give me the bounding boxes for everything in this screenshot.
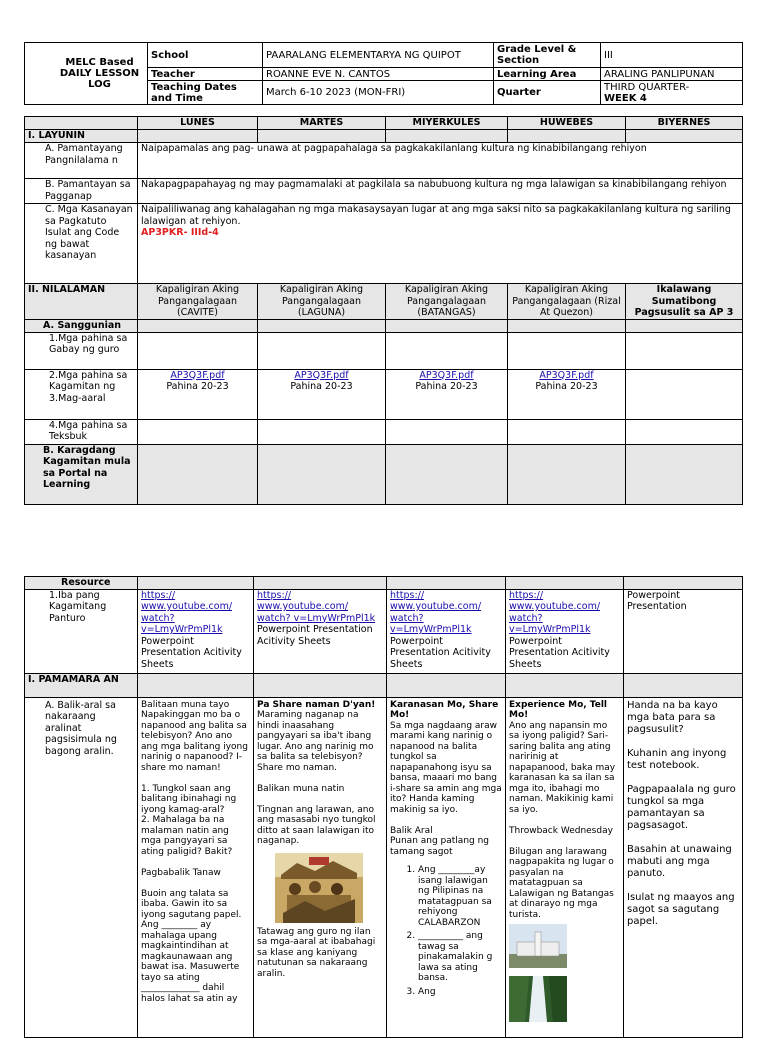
youtube-link-martes[interactable]: https:// www.youtube.com/ watch? v=LmyWrPmPl1k <box>257 589 376 624</box>
ppt-biyernes: Powerpoint Presentation <box>624 589 743 673</box>
gabay-guro-label: 1.Mga pahina sa Gabay ng guro <box>25 332 138 369</box>
ppt-miyerkules: Powerpoint Presentation Acitivity Sheets <box>390 635 491 670</box>
kasanayan-text: Naipaliliwanag ang kahalagahan ng mga makasaysayan lugar at ang mga saksi nito sa pagkakakilanlang kultura ng sariling lalawigan at rehiyon. <box>141 204 731 227</box>
topic-lunes: Kapaligiran Aking Pangangalagaan (CAVITE) <box>138 284 258 320</box>
pdf-link-martes[interactable]: AP3Q3F.pdf <box>294 369 349 381</box>
martes-title: Pa Share naman D'yan! <box>257 699 376 710</box>
shrine-illustration <box>509 924 567 968</box>
martes-text-2: Tatawag ang guro ng ilan sa mga-aaral at ibabahagi sa klase ang kaniyang natutunan sa nakaraang aralin. <box>257 926 376 979</box>
layunin-heading: I. LAYUNIN <box>25 130 138 143</box>
pamantayang-nilalaman-text: Naipapamalas ang pag- unawa at pagpapahalaga sa pagkakakilanlang kultura ng kinabibilangang rehiyon <box>138 143 743 179</box>
iba-pang-kagamitan-label: 1.Iba pang Kagamitang Panturo <box>25 589 138 673</box>
miyerkules-text: Sa mga nagdaang araw marami kang narinig o napanood na balita tungkol sa napapanahong isyu sa bansa, maaari mo bang i-share sa amin ang mga ito? Handa kaming makinig sa iyo. Balik Aral Punan ang patlang ng tamang sagot <box>390 720 502 857</box>
pages-miyerkules: Pahina 20-23 <box>415 381 478 392</box>
pages-lunes: Pahina 20-23 <box>166 381 229 392</box>
waterfall-photo <box>509 976 567 1022</box>
dates-label: Teaching Dates and Time <box>148 81 263 105</box>
waterfall-illustration <box>509 976 567 1022</box>
area-label: Learning Area <box>494 68 601 81</box>
kagamitan-label: 2.Mga pahina sa Kagamitan ng 3.Mag-aaral <box>25 369 138 419</box>
teksbuk-label: 4.Mga pahina sa Teksbuk <box>25 419 138 444</box>
ppt-lunes: Powerpoint Presentation Acitivity Sheets <box>141 635 242 670</box>
header-table <box>24 42 743 105</box>
quarter-text: THIRD QUARTER- <box>604 81 690 93</box>
quarter-value <box>601 81 743 105</box>
miyerkules-item-1: 1. Ang ________ay isang lalawigan ng Pilipinas na matatagpuan sa rehiyong CALABARZON <box>418 865 502 928</box>
historical-painting-image <box>275 853 363 923</box>
ppt-huwebes: Powerpoint Presentation Acitivity Sheets <box>509 635 610 670</box>
melc-title: MELC Based DAILY LESSON LOG <box>25 43 148 105</box>
kasanayan-label: C. Mga Kasanayan sa Pagkatuto Isulat ang Code ng bawat kasanayan <box>25 204 138 284</box>
resource-heading: Resource <box>25 577 138 590</box>
topic-biyernes: Ikalawang Sumatibong Pagsusulit sa AP 3 <box>626 284 743 320</box>
balik-aral-lunes: Balitaan muna tayo Napakinggan mo ba o napanood ang balita sa telebisyon? Ano ano ang mga balitang iyong narinig o napanood? I-share mo naman! 1. Tungkol saan ang balitang ibinahagi ng iyong kamag-aral? 2. Mahalaga ba na malaman natin ang mga pangyayari sa ating paligid? Bakit? Pagbabalik Tanaw Buoin ang talata sa ibaba. Gawin ito sa iyong sagutang papel. Ang ________ ay mahalaga upang magkaintindihan at magkaunawaan ang bawat isa. Masuwerte tayo sa ating _____________ dahil halos lahat sa atin ay <box>138 697 254 1037</box>
topic-miyerkules: Kapaligiran Aking Pangangalagaan (BATANGAS) <box>386 284 508 320</box>
pdf-link-miyerkules[interactable]: AP3Q3F.pdf <box>419 369 474 381</box>
ppt-martes: Powerpoint Presentation Acitivity Sheets <box>257 624 373 647</box>
martes-text: Maraming naganap na hindi inaasahang pangyayari sa iba't ibang lugar. Ano ang narinig mo sa balita sa telebisyon? Share mo naman. Balikan muna natin Tingnan ang larawan, ano ang masasabi nyo tungkol ditto at saan lalawigan ito naganap. <box>257 710 376 846</box>
pamantayang-nilalaman-label: A. Pamantayang Pangnilalama n <box>25 143 138 179</box>
karagdagang-kagamitan-label: B. Karagdang Kagamitan mula sa Portal na Learning <box>25 444 138 504</box>
miyerkules-item-3: 3. Ang <box>418 987 502 998</box>
miyerkules-list <box>390 865 502 997</box>
area-value: ARALING PANLIPUNAN <box>601 68 743 81</box>
youtube-link-lunes[interactable]: https:// www.youtube.com/ watch? v=LmyWrPmPl1k <box>141 589 233 635</box>
huwebes-text: Ano ang napansin mo sa iyong paligid? Sari-saring balita ang ating naririnig at napapanood, baka may karanasan ka sa ilan sa mga ito, ibahagi mo naman. Makikinig kami sa iyo. Throwback Wednesday Bilugan ang larawang nagpapakita ng lugar o pasyalan na matatagpuan sa Lalawigan ng Batangas at dinarayo ng mga turista. <box>509 720 616 920</box>
nilalaman-heading: II. NILALAMAN <box>25 284 138 320</box>
quarter-label: Quarter <box>494 81 601 105</box>
school-label: School <box>148 43 263 68</box>
pamantayan-pagganap-text: Nakapagpapahayag ng may pagmamalaki at pagkilala sa nabubuong kultura ng mga lalawigan sa kinabibilangang rehiyon <box>138 179 743 204</box>
lesson-table-bottom <box>24 576 743 1038</box>
school-value: PAARALANG ELEMENTARYA NG QUIPOT <box>263 43 494 68</box>
youtube-link-miyerkules[interactable]: https:// www.youtube.com/ watch? v=LmyWrPmPl1k <box>390 589 482 635</box>
biyernes-text: Handa na ba kayo mga bata para sa pagsusulit? Kuhanin ang inyong test notebook. Pagpapaalala ng guro tungkol sa mga pamantayan sa pagsasagot. Basahin at unawaing mabuti ang mga panuto. Isulat ng maayos ang sagot sa sagutang papel. <box>624 697 743 1037</box>
lesson-table-top <box>24 116 743 505</box>
day-huwebes: HUWEBES <box>508 117 626 130</box>
painting-illustration <box>275 853 363 923</box>
sanggunian-heading: A. Sanggunian <box>25 320 138 333</box>
pdf-link-lunes[interactable]: AP3Q3F.pdf <box>170 369 225 381</box>
pages-martes: Pahina 20-23 <box>290 381 353 392</box>
teacher-value: ROANNE EVE N. CANTOS <box>263 68 494 81</box>
day-martes: MARTES <box>258 117 386 130</box>
landmark-photo <box>509 924 567 968</box>
miyerkules-title: Karanasan Mo, Share Mo! <box>390 699 499 720</box>
pages-huwebes: Pahina 20-23 <box>535 381 598 392</box>
miyerkules-item-2: 2. __________ ang tawag sa pinakamalakin g lawa sa ating bansa. <box>418 931 502 984</box>
topic-huwebes: Kapaligiran Aking Pangangalagaan (Rizal At Quezon) <box>508 284 626 320</box>
dates-value: March 6-10 2023 (MON-FRI) <box>263 81 494 105</box>
pdf-link-huwebes[interactable]: AP3Q3F.pdf <box>539 369 594 381</box>
balik-aral-label: A. Balik-aral sa nakaraang aralinat pagsisimula ng bagong aralin. <box>25 697 138 1037</box>
grade-label: Grade Level & Section <box>494 43 601 68</box>
youtube-link-huwebes[interactable]: https:// www.youtube.com/ watch? v=LmyWrPmPl1k <box>509 589 601 635</box>
teacher-label: Teacher <box>148 68 263 81</box>
topic-martes: Kapaligiran Aking Pangangalagaan (LAGUNA) <box>258 284 386 320</box>
grade-value: III <box>601 43 743 68</box>
day-miyerkules: MIYERKULES <box>386 117 508 130</box>
week-text: WEEK 4 <box>604 92 647 104</box>
kasanayan-code: AP3PKR- IIId-4 <box>141 227 219 238</box>
pamantayan-pagganap-label: B. Pamantayan sa Pagganap <box>25 179 138 204</box>
day-lunes: LUNES <box>138 117 258 130</box>
pamamaraan-heading: I. PAMAMARA AN <box>25 673 138 697</box>
day-biyernes: BIYERNES <box>626 117 743 130</box>
huwebes-title: Experience Mo, Tell Mo! <box>509 699 608 720</box>
